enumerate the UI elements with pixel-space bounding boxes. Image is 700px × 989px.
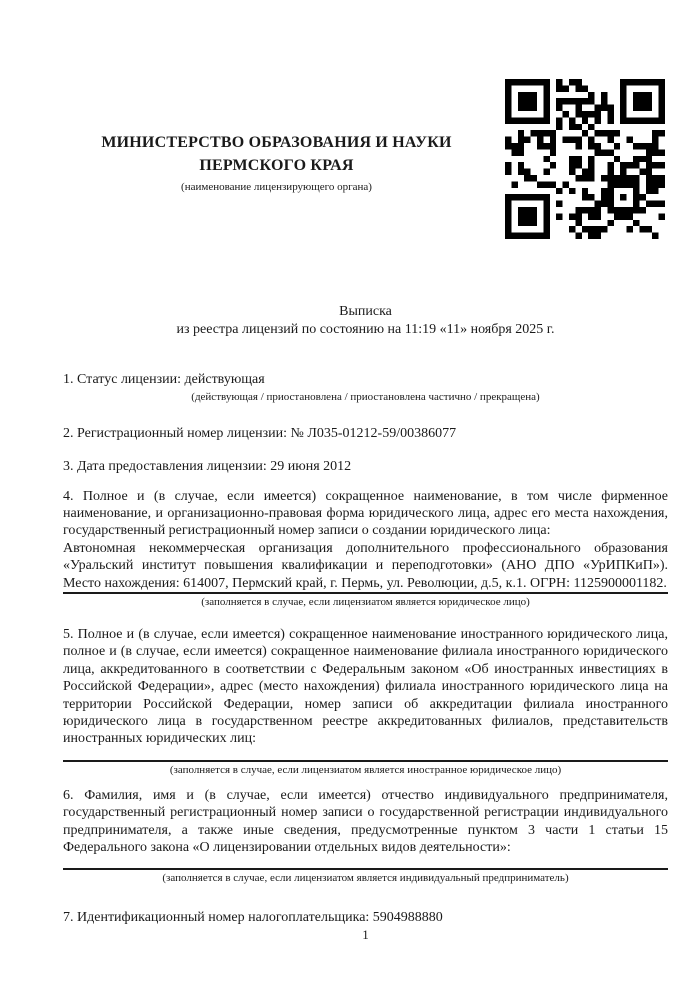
foreign-entity-statute-text: 5. Полное и (в случае, если имеется) сокращенное наименование иностранного юридического лица, полное и (в случае, если имеется) сокращенное наименование филиала иностранного юридического лица, аккредитованного в соответствии с Федеральным законом «Об иностранных инвестициях в Российской Федерации», адрес (место нахождения) филиала иностранного юридического лица на территории Российской Федерации, номер записи об аккредитации филиала иностранного юридического лица в государственном реестре аккредитованных филиалов, представительств иностранных юридических лиц: xyxy=(63,626,668,747)
document-title xyxy=(63,303,668,338)
license-registration-number: 2. Регистрационный номер лицензии: № Л035-01212-59/00386077 xyxy=(63,425,457,441)
document-title-line1: Выписка xyxy=(339,304,392,319)
license-grant-date: 3. Дата предоставления лицензии: 29 июня 2012 xyxy=(63,459,352,474)
legal-entity-section xyxy=(63,488,668,592)
entrepreneur-caption: (заполняется в случае, если лицензиатом является индивидуальный предприниматель) xyxy=(162,872,569,885)
taxpayer-id: 7. Идентификационный номер налогоплательщика: 5904988880 xyxy=(63,910,443,926)
foreign-entity-caption: (заполняется в случае, если лицензиатом является иностранное юридическое лицо) xyxy=(169,763,562,776)
ministry-name-line1: МИНИСТЕРСТВО ОБРАЗОВАНИЯ И НАУКИ xyxy=(101,134,452,151)
foreign-entity-field-rule xyxy=(63,760,668,762)
qr-code-icon xyxy=(505,79,665,239)
legal-entity-field-rule xyxy=(63,592,668,594)
entrepreneur-value xyxy=(63,856,668,868)
legal-entity-statute-text: 4. Полное и (в случае, если имеется) сокращенное наименование, в том числе фирменное наименование, и организационно-правовая форма юридического лица, адрес его места нахождения, государственный регистрационный номер записи о создании юридического лица: xyxy=(63,488,668,539)
ministry-caption: (наименование лицензирующего органа) xyxy=(181,181,372,193)
ministry-name-line2: ПЕРМСКОГО КРАЯ xyxy=(199,157,354,174)
entrepreneur-field-rule xyxy=(63,868,668,870)
entrepreneur-section xyxy=(63,787,668,857)
document-title-line2: из реестра лицензий по состоянию на 11:19 «11» ноября 2025 г. xyxy=(176,321,555,337)
entrepreneur-statute-text: 6. Фамилия, имя и (в случае, если имеется) отчество индивидуального предпринимателя, государственный регистрационный номер записи о государственной регистрации индивидуального предпринимателя, а также иные сведения, предусмотренные пунктом 3 части 1 статьи 15 Федерального закона «О лицензировании отдельных видов деятельности»: xyxy=(63,787,668,855)
page-number: 1 xyxy=(362,927,369,942)
licensing-authority-block xyxy=(63,131,490,194)
document-body xyxy=(63,303,668,927)
license-status-caption: (действующая / приостановлена / приостановлена частично / прекращена) xyxy=(191,390,540,403)
foreign-entity-value xyxy=(63,748,668,760)
license-status: 1. Статус лицензии: действующая xyxy=(63,372,265,387)
legal-entity-value: Автономная некоммерческая организация дополнительного профессионального образования «Уральский институт повышения квалификации и переподготовки» (АНО ДПО «УрИПКиП»). Место нахождения: 614007, Пермский край, г. Пермь, ул. Революции, д.5, к.1. ОГРН: 1125900001182. xyxy=(63,540,668,591)
legal-entity-caption: (заполняется в случае, если лицензиатом является юридическое лицо) xyxy=(201,595,530,608)
foreign-entity-section xyxy=(63,626,668,748)
